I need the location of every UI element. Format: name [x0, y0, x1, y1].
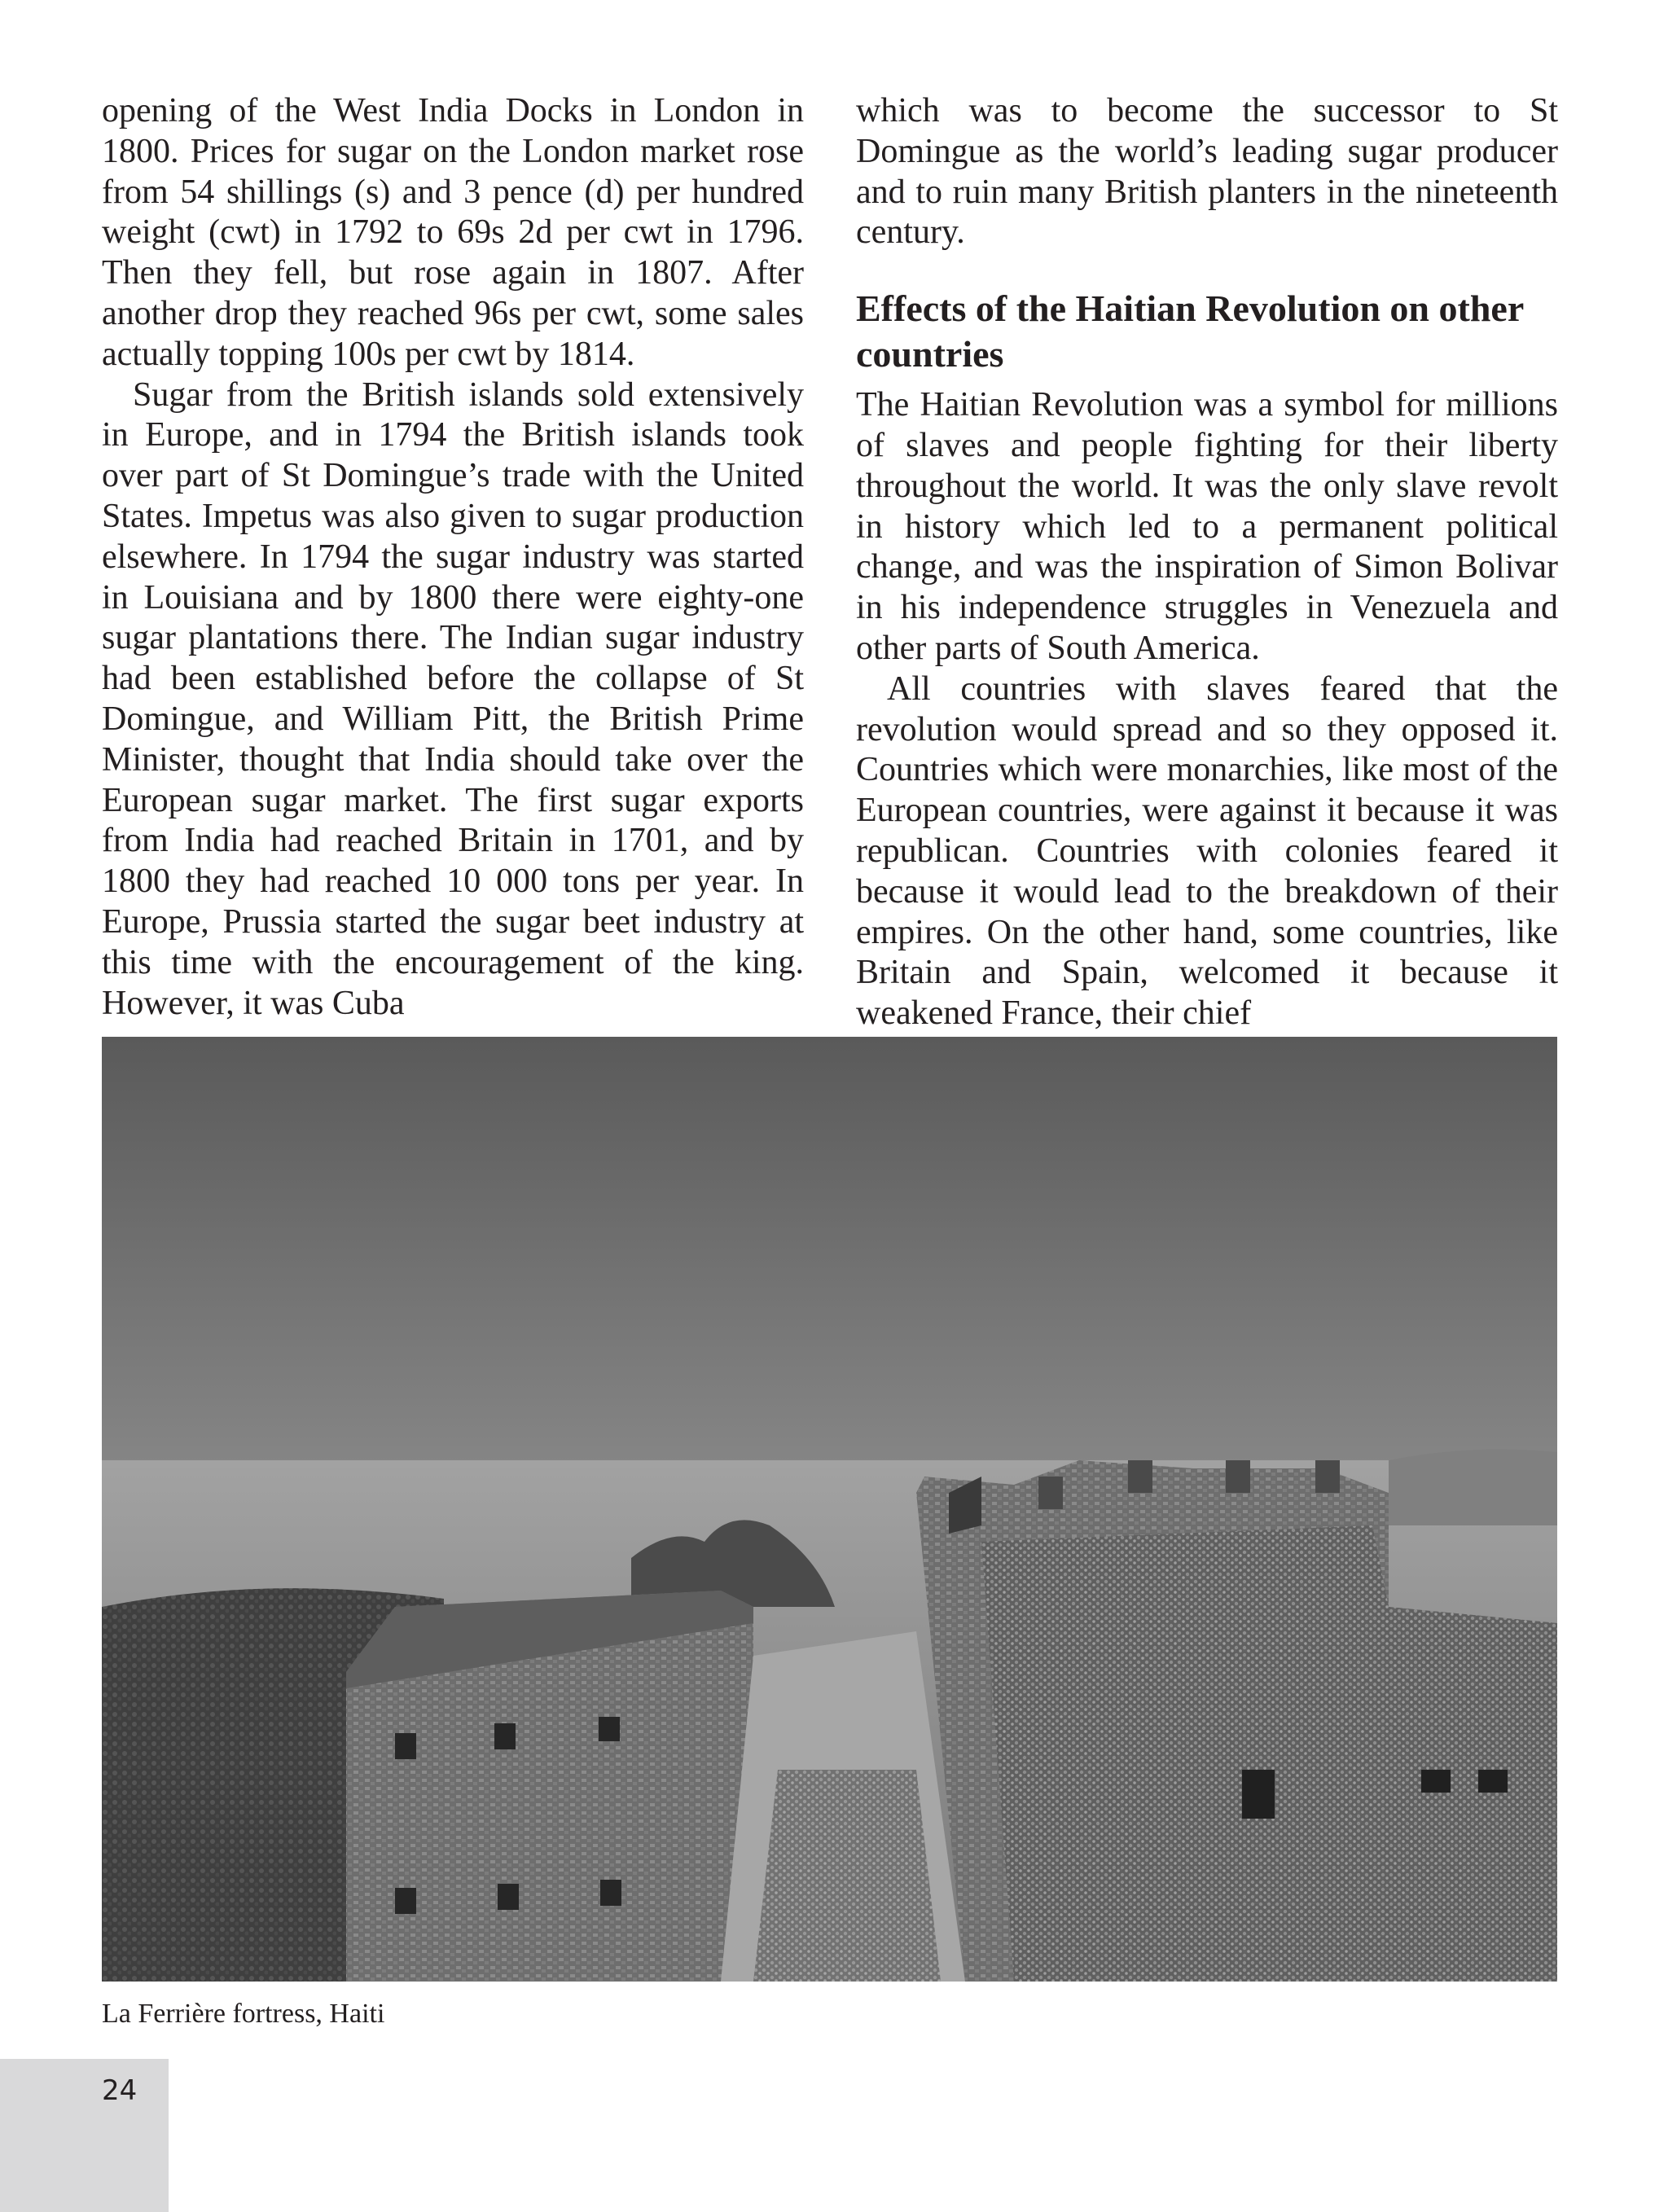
section-heading: Effects of the Haitian Revolution on other countries — [856, 287, 1524, 375]
right-paragraph-2: The Haitian Revolution was a symbol for millions of slaves and people fighting for their liberty throughout the world. It was the only slave revolt in history which led to a permanent political change, and was the inspiration of Simon Bolivar in his independence struggles in Venezuela and other parts of South America. — [856, 386, 1558, 667]
left-column — [102, 91, 804, 1024]
page-number-tab — [0, 2059, 169, 2212]
page-number: 24 — [102, 2074, 138, 2107]
fortress-photo — [102, 1037, 1557, 1982]
right-paragraph-1: which was to become the successor to St Domingue as the world’s leading sugar producer and to ruin many British planters in the nineteenth century. — [856, 92, 1558, 252]
right-paragraph-3: All countries with slaves feared that the revolution would spread and so they opposed it. Countries which were monarchies, like most of the European countries, were against it because it was republican. Countries with colonies feared it because it would lead to the breakdown of their empires. On the other hand, some countries, like Britain and Spain, welcomed it because it weakened France, their chief — [856, 669, 1558, 1033]
right-column — [856, 91, 1558, 1034]
left-paragraph-2: Sugar from the British islands sold extensively in Europe, and in 1794 the British islands took over part of St Domingue’s trade with the United States. Impetus was also given to sugar production elsewhere. In 1794 the sugar industry was started in Louisiana and by 1800 there were eighty-one sugar plantations there. The Indian sugar industry had been established before the collapse of St Domingue, and William Pitt, the British Prime Minister, thought that India should take over the European sugar market. The first sugar exports from India had reached Britain in 1701, and by 1800 they had reached 10 000 tons per year. In Europe, Prussia started the sugar beet industry at this time with the encouragement of the king. However, it was Cuba — [102, 375, 804, 1022]
left-paragraph-1: opening of the West India Docks in London in 1800. Prices for sugar on the London market rose from 54 shillings (s) and 3 pence (d) per hundred weight (cwt) in 1792 to 69s 2d per cwt in 1796. Then they fell, but rose again in 1807. After another drop they reached 96s per cwt, some sales actually topping 100s per cwt by 1814. — [102, 92, 804, 373]
figure-caption: La Ferrière fortress, Haiti — [102, 1999, 385, 2029]
